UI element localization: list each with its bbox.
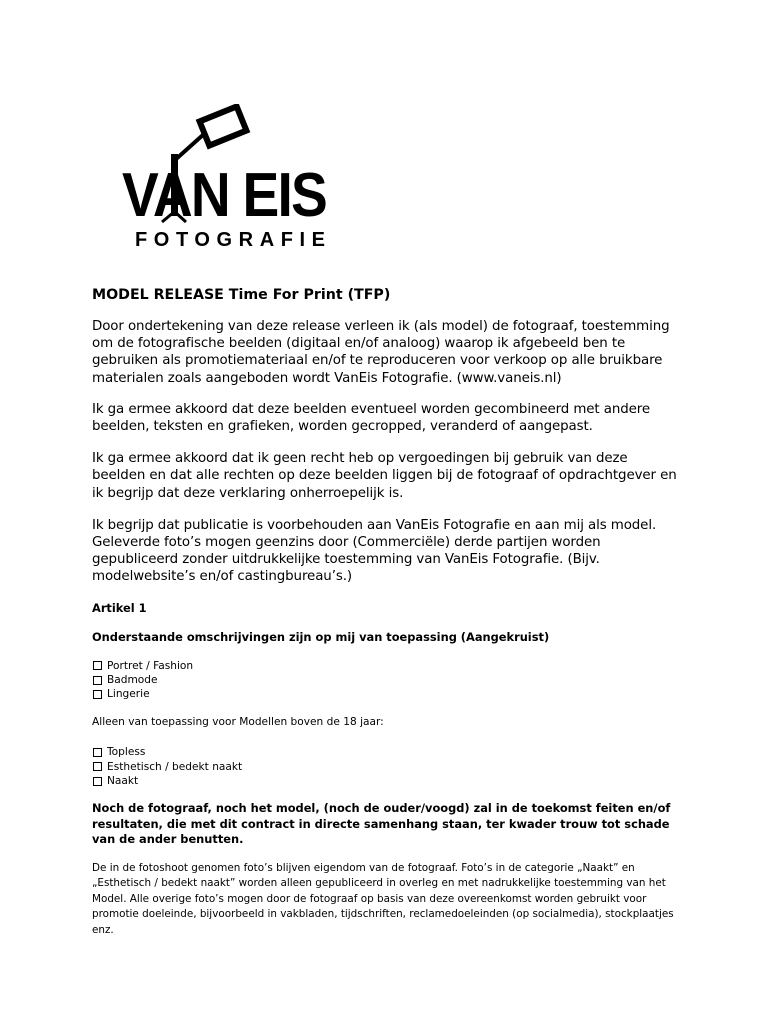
age-note: Alleen van toepassing voor Modellen boven de 18 jaar: bbox=[92, 715, 384, 728]
logo-wordmark: VAN EIS bbox=[122, 161, 326, 230]
article-subheading: Onderstaande omschrijvingen zijn op mij van toepassing (Aangekruist) bbox=[92, 629, 550, 644]
option-lingerie[interactable] bbox=[92, 687, 682, 701]
paragraph-combination: Ik ga ermee akkoord dat deze beelden eventueel worden gecombineerd met andere beelden, teksten en grafieken, worden gecropped, veranderd of aangepast. bbox=[92, 401, 651, 435]
checkbox-icon[interactable] bbox=[93, 777, 102, 786]
document-title: MODEL RELEASE Time For Print (TFP) bbox=[92, 287, 391, 303]
checkbox-icon[interactable] bbox=[93, 748, 102, 757]
checkbox-icon[interactable] bbox=[93, 762, 102, 771]
checkbox-icon[interactable] bbox=[93, 690, 102, 699]
option-label: Portret / Fashion bbox=[107, 659, 194, 672]
option-esthetisch-bedekt-naakt[interactable] bbox=[92, 760, 682, 774]
vaneis-logo bbox=[118, 104, 333, 254]
option-label: Naakt bbox=[107, 775, 139, 788]
document-body bbox=[92, 286, 682, 939]
checkbox-icon[interactable] bbox=[93, 661, 102, 670]
good-faith-clause: Noch de fotograaf, noch het model, (noch de ouder/voogd) zal in de toekomst feiten en/of resultaten, die met dit contract in directe samenhang staan, ter kwader trouw tot schade van de ander benutten. bbox=[92, 801, 671, 847]
options-list-general bbox=[92, 659, 682, 702]
studio-lamp-logo-icon bbox=[118, 104, 333, 254]
paragraph-publication: Ik begrijp dat publicatie is voorbehouden aan VanEis Fotografie en aan mij als model. Geleverde foto’s mogen geenzins door (Commerciële) derde partijen worden gepubliceerd zonder uitdrukkelijke toestemming van VanEis Fotografie. (Bijv. modelwebsite’s en/of castingbureau’s.) bbox=[92, 517, 657, 585]
option-label: Esthetisch / bedekt naakt bbox=[107, 760, 243, 773]
logo-subtitle: FOTOGRAFIE bbox=[135, 229, 325, 251]
paragraph-consent: Door ondertekening van deze release verleen ik (als model) de fotograaf, toestemming om de fotografische beelden (digitaal en/of analoog) waarop ik afgebeeld ben te gebruiken als promotiemateriaal en/of te reproduceren voor verkoop op alle bruikbare materialen zoals aangeboden wordt VanEis Fotografie. (www.vaneis.nl) bbox=[92, 319, 670, 386]
option-topless[interactable] bbox=[92, 745, 682, 759]
option-badmode[interactable] bbox=[92, 673, 682, 687]
checkbox-icon[interactable] bbox=[93, 676, 102, 685]
option-naakt[interactable] bbox=[92, 774, 682, 788]
option-portret-fashion[interactable] bbox=[92, 659, 682, 673]
options-list-adult bbox=[92, 745, 682, 788]
option-label: Lingerie bbox=[107, 688, 150, 701]
ownership-paragraph: De in de fotoshoot genomen foto’s blijven eigendom van de fotograaf. Foto’s in de categorie „Naakt” en „Esthetisch / bedekt naakt” worden alleen gepubliceerd in overleg en met nadrukkelijke toestemming van het Model. Alle overige foto’s mogen door de fotograaf op basis van deze overeenkomst worden gebruikt voor promotie doeleinde, bijvoorbeeld in vakbladen, tijdschriften, reclamedoeleinden (op socialmedia), stockplaatjes enz. bbox=[92, 861, 674, 937]
paragraph-rights: Ik ga ermee akkoord dat ik geen recht heb op vergoedingen bij gebruik van deze beelden en dat alle rechten op deze beelden liggen bij de fotograaf of opdrachtgever en ik begrijp dat deze verklaring onherroepelijk is. bbox=[92, 451, 677, 501]
option-label: Badmode bbox=[107, 674, 158, 687]
article-heading: Artikel 1 bbox=[92, 600, 147, 615]
option-label: Topless bbox=[107, 746, 146, 759]
